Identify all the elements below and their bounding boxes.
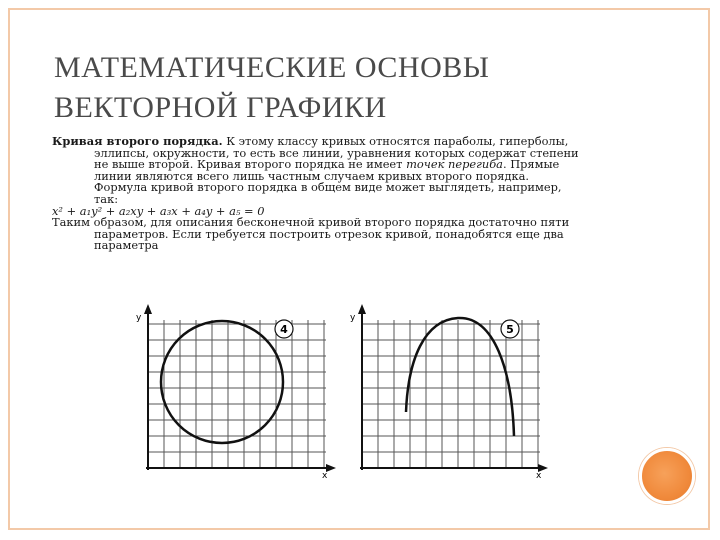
y-axis-arrow — [144, 304, 152, 314]
y-axis-label: y — [350, 313, 356, 323]
body-text — [52, 136, 672, 252]
paragraph-line-2: эллипсы, окружности, то есть все линии, уравнения которых содержат степени — [94, 145, 579, 160]
title-line-1: МАТЕМАТИЧЕСКИЕ ОСНОВЫ — [54, 51, 490, 84]
paragraph-curve-definition — [52, 136, 672, 206]
figure-circle-graph — [124, 300, 338, 478]
paragraph-line-5: Формула кривой второго порядка в общем виде может выглядеть, например, — [94, 180, 562, 195]
figure-number: 5 — [506, 323, 514, 336]
paragraph2-line-2: параметров. Если требуется построить отрезок кривой, понадобятся еще два — [94, 226, 564, 241]
paragraph-line-1: К этому классу кривых относятся параболы, гиперболы, — [222, 134, 569, 148]
y-axis-arrow — [358, 304, 366, 314]
general-formula: x² + a₁y² + a₂xy + a₃x + a₄y + a₅ = 0 — [52, 203, 265, 218]
figure-number: 4 — [280, 323, 288, 336]
x-axis-label: x — [536, 471, 542, 478]
paragraph-lead: Кривая второго порядка. — [52, 134, 223, 148]
circle-curve — [161, 321, 283, 443]
paragraph-line-3-text: не выше второй. Кривая второго порядка не имеет — [94, 157, 407, 172]
paragraph-line-4: линии являются всего лишь частным случаем кривых второго порядка. — [94, 168, 530, 183]
x-axis-label: x — [322, 471, 328, 478]
title-line-2: ВЕКТОРНОЙ ГРАФИКИ — [54, 91, 387, 124]
axes — [146, 308, 332, 470]
decorative-orange-circle — [639, 448, 695, 504]
x-axis-arrow — [326, 464, 336, 472]
figure-parabola-graph — [344, 300, 550, 478]
paragraph2-line-3: параметра — [94, 238, 159, 253]
paragraph-parameters — [52, 217, 672, 252]
paragraph-line-3-tail: . Прямые — [502, 157, 560, 172]
slide-title — [54, 48, 634, 128]
paragraph-line-6: так: — [94, 191, 119, 206]
grid-lines — [362, 320, 540, 468]
emphasis-inflection-points: точек перегиба — [406, 157, 503, 172]
y-axis-label: y — [136, 313, 142, 323]
parabola-curve — [406, 318, 514, 436]
paragraph2-line-1: Таким образом, для описания бесконечной кривой второго порядка достаточно пяти — [52, 215, 570, 230]
